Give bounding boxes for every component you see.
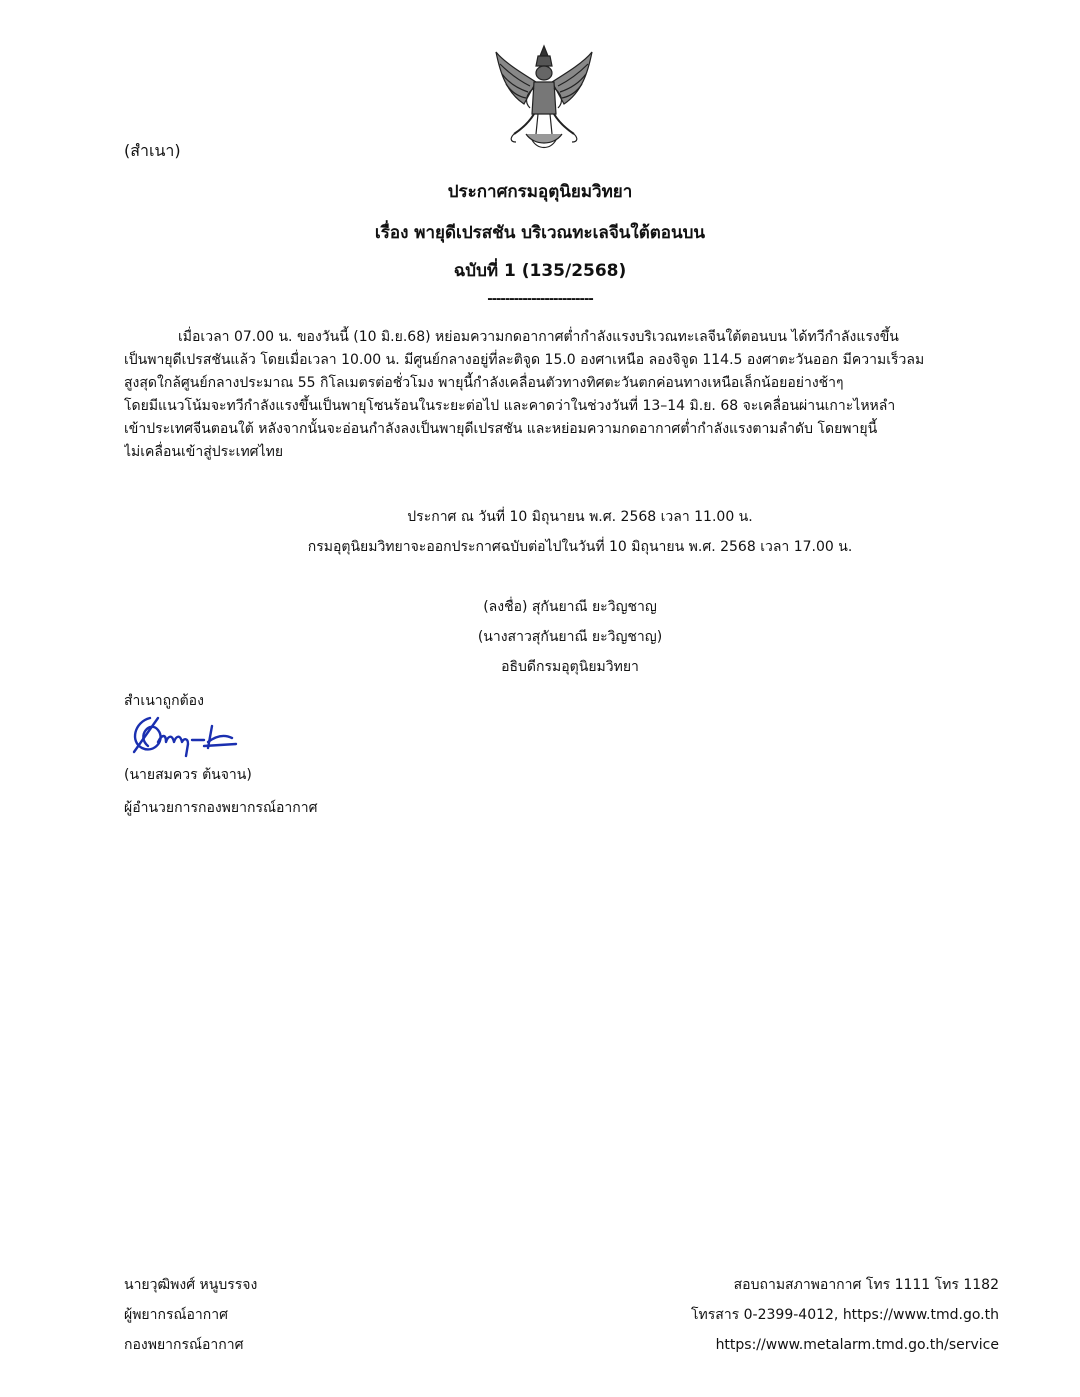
contact-service-url: https://www.metalarm.tmd.go.th/service: [715, 1337, 999, 1353]
footer-contact: [691, 1270, 999, 1360]
body-line: เข้าประเทศจีนตอนใต้ หลังจากนั้นจะอ่อนกำลังลงเป็นพายุดีเปรสชัน และหย่อมความกดอากาศต่ำกำลังแรงตามลำดับ โดยพายุนี้: [124, 421, 878, 437]
handwritten-signature-icon: [128, 712, 243, 760]
certifier-position: ผู้อำนวยการกองพยากรณ์อากาศ: [124, 800, 318, 816]
announcement-title: ประกาศกรมอุตุนิยมวิทยา: [447, 182, 633, 202]
footer-forecaster: [124, 1270, 257, 1360]
title-divider: ------------------------: [487, 292, 593, 307]
forecaster-role: ผู้พยากรณ์อากาศ: [124, 1307, 228, 1323]
body-line: เป็นพายุดีเปรสชันแล้ว โดยเมื่อเวลา 10.00 น. มีศูนย์กลางอยู่ที่ละติจูด 15.0 องศาเหนือ ลองจิจูด 114.5 องศาตะวันออก มีความเร็วลม: [124, 352, 925, 368]
signatory-position: อธิบดีกรมอุตุนิยมวิทยา: [501, 659, 639, 675]
certified-copy-label: สำเนาถูกต้อง: [124, 693, 204, 709]
signatory-signed: (ลงชื่อ) สุกันยาณี ยะวิญชาญ: [483, 599, 657, 615]
announcement-body: [124, 326, 974, 464]
certifier-name: (นายสมควร ต้นจาน): [124, 767, 252, 783]
body-line: โดยมีแนวโน้มจะทวีกำลังแรงขึ้นเป็นพายุโซนร้อนในระยะต่อไป และคาดว่าในช่วงวันที่ 13–14 มิ.ย. 68 จะเคลื่อนผ่านเกาะไหหลำ: [124, 398, 896, 414]
announcement-subject: เรื่อง พายุดีเปรสชัน บริเวณทะเลจีนใต้ตอนบน: [374, 223, 706, 243]
forecaster-division: กองพยากรณ์อากาศ: [124, 1337, 244, 1353]
contact-fax-website: โทรสาร 0-2399-4012, https://www.tmd.go.th: [691, 1307, 999, 1323]
announcement-number: ฉบับที่ 1 (135/2568): [453, 261, 627, 281]
forecaster-name: นายวุฒิพงศ์ หนูบรรจง: [124, 1277, 258, 1293]
body-line: สูงสุดใกล้ศูนย์กลางประมาณ 55 กิโลเมตรต่อชั่วโมง พายุนี้กำลังเคลื่อนตัวทางทิศตะวันตกค่อนทางเหนือเล็กน้อยอย่างช้าๆ: [124, 375, 844, 391]
next-issue-notice: กรมอุตุนิยมวิทยาจะออกประกาศฉบับต่อไปในวันที่ 10 มิถุนายน พ.ศ. 2568 เวลา 17.00 น.: [307, 539, 853, 555]
copy-mark: (สำเนา): [124, 141, 181, 160]
garuda-emblem-icon: [490, 42, 598, 154]
contact-phone: สอบถามสภาพอากาศ โทร 1111 โทร 1182: [733, 1277, 999, 1293]
issue-date: ประกาศ ณ วันที่ 10 มิถุนายน พ.ศ. 2568 เวลา 11.00 น.: [407, 509, 753, 525]
body-line: เมื่อเวลา 07.00 น. ของวันนี้ (10 มิ.ย.68) หย่อมความกดอากาศต่ำกำลังแรงบริเวณทะเลจีนใต้ตอนบน ได้ทวีกำลังแรงขึ้น: [178, 329, 899, 345]
body-line: ไม่เคลื่อนเข้าสู่ประเทศไทย: [124, 444, 284, 460]
signatory-name: (นางสาวสุกันยาณี ยะวิญชาญ): [477, 629, 663, 645]
